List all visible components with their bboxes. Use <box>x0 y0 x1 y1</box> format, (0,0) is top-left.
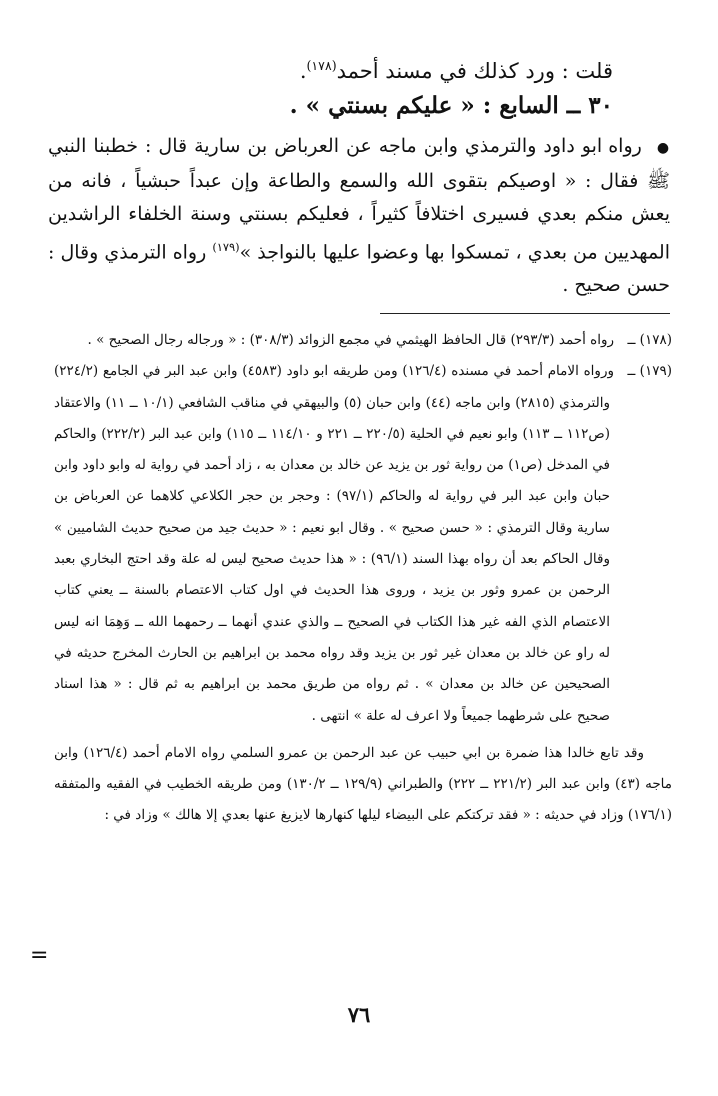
footnote-text: ورواه الامام أحمد في مسنده (١٢٦/٤) ومن طريقه ابو داود (٤٥٨٣) وابن عبد البر في الجامع (٢٢٤/٢) والترمذي (٢٨١٥) وابن ماجه (٤٤) وابن حبان (٥) والبيهقي في مناقب الشافعي (١٠/١ ــ ١١) والاعتقاد (ص١١٢ ــ ١١٣) وابو نعيم في الحلية (٢٢٠/٥ ــ ٢٢١ و ١١٤/١٠ ــ ١١٥) وابن عبد البر (٢٢٢/٢) والحاكم في المدخل (ص١) من رواية ثور بن يزيد عن خالد بن معدان به ، زاد أحمد في رواية له وابو داود وابن حبان وابن عبد البر في رواية له والحاكم (٩٧/١) : وحجر بن حجر الكلاعي كلاهما عن العرباض بن سارية وقال الترمذي : « حسن صحيح » . وقال ابو نعيم : « حديث جيد من صحيح حديث الشاميين » وقال الحاكم بعد أن رواه بهذا السند (٩٦/١) : « هذا حديث صحيح ليس له علة وقد احتج البخاري بعبد الرحمن بن عمرو وثور بن يزيد ، وروى هذا الحديث في اول كتاب الاعتصام بالسنة ــ يعني كتاب الاعتصام الذي الفه غير هذا الكتاب في الصحيح ــ والذي عندي أنهما ــ رحمهما الله ــ وَهِمَا انه ليس له راو عن خالد بن معدان غير ثور بن يزيد وقد رواه محمد بن ابراهيم بن الحارث المخرج حديثه في الصحيحين عن خالد بن معدان » . ثم رواه من طريق محمد بن ابراهيم به ثم قال : « هذا اسناد صحيح على شرطهما جميعاً ولا اعرف له علة » انتهى . <box>54 363 614 724</box>
footnote-179 <box>54 356 672 732</box>
hadith-paragraph <box>48 130 670 302</box>
footnote-number: (١٧٨) ــ <box>627 332 672 348</box>
bullet-icon: ● <box>656 140 670 156</box>
footnote-178 <box>54 325 672 356</box>
footnote-ref-178: (١٧٨) <box>306 58 337 73</box>
section-heading: ٣٠ ــ السابع : « عليكم بسنتي » . <box>289 92 613 119</box>
footnotes-section <box>54 325 672 831</box>
hadith-text: رواه ابو داود والترمذي وابن ماجه عن العرباض بن سارية قال : خطبنا النبي ﷺ فقال : « اوصيكم بتقوى الله والسمع والطاعة وإن عبداً حبشياً ، فانه من يعش منكم بعدي فسيرى اختلافاً كثيراً ، فعليكم بسنتي وسنة الخلفاء الراشدين المهديين من بعدي ، تمسكوا بها وعضوا عليها بالنواجذ » <box>48 135 670 264</box>
hadith-tail: رواه الترمذي وقال : حسن صحيح . <box>48 241 670 297</box>
footnote-continuation: وقد تابع خالدا هذا ضمرة بن ابي حبيب عن عبد الرحمن بن عمرو السلمي رواه الامام أحمد (١٢٦/٤) وابن ماجه (٤٣) وابن عبد البر (٢٢١/٢ ــ ٢٢٢) والطبراني (١٢٩/٩ ــ ١٣٠/٢) ومن طريقه الخطيب في الفقيه والمتفقه (١٧٦/١) وزاد في حديثه : « فقد تركتكم على البيضاء ليلها كنهارها لايزيغ عنها بعدي إلا هالك » وزاد في : <box>54 744 673 823</box>
intro-line: قلت : ورد كذلك في مسند أحمد$^{(١٧٨)}$. <box>299 58 613 83</box>
footnote-ref-179: (١٧٩) <box>212 240 240 254</box>
footnote-text: رواه أحمد (٢٩٣/٣) قال الحافظ الهيثمي في مجمع الزوائد (٣٠٨/٣) : « ورجاله رجال الصحيح » . <box>87 332 614 348</box>
continuation-mark: = <box>30 943 49 968</box>
footnote-number: (١٧٩) ــ <box>627 363 672 380</box>
intro-text: قلت : ورد كذلك في مسند أحمد <box>336 59 613 83</box>
page-number: ٧٦ <box>347 1002 371 1027</box>
footnote-divider <box>380 313 670 314</box>
